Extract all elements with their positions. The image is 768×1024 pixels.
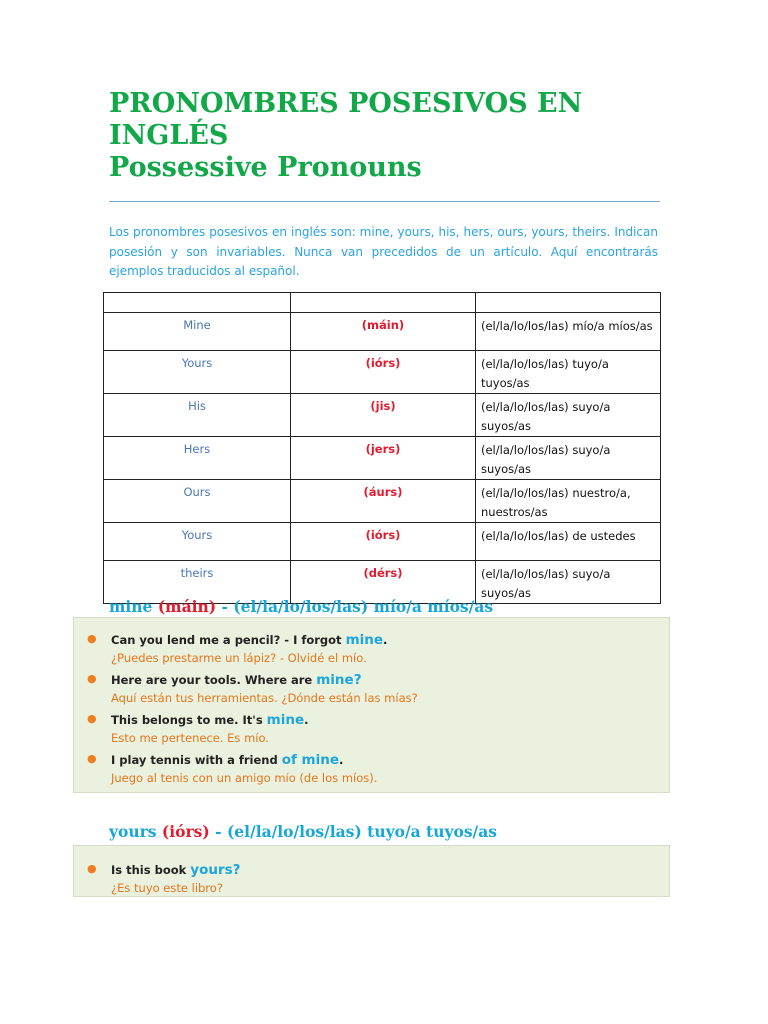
english-tail: . [304, 713, 309, 727]
table-header-cell [104, 293, 291, 313]
meaning-cell: (el/la/lo/los/las) nuestro/a, nuestros/as [476, 480, 661, 523]
pronoun-cell: theirs [104, 561, 291, 604]
english-example [111, 751, 669, 770]
english-example [111, 631, 669, 650]
spanish-translation: Esto me pertenece. Es mío. [111, 731, 269, 745]
spanish-translation: Juego al tenis con un amigo mío (de los míos). [111, 771, 378, 785]
pronunciation-cell: (máin) [291, 313, 476, 351]
section-meaning: - (el/la/lo/los/las) tuyo/a tuyos/as [215, 822, 497, 841]
section-pronunciation: (iórs) [161, 822, 210, 841]
pronoun-cell: Yours [104, 523, 291, 561]
highlight-pronoun: mine [266, 712, 305, 728]
pronunciation-cell: (dérs) [291, 561, 476, 604]
examples-box-mine [73, 617, 670, 793]
table-row [104, 437, 661, 480]
english-text: Is this book [111, 863, 191, 877]
list-item [74, 711, 669, 746]
pronoun-table [103, 292, 661, 604]
table-header-cell [476, 293, 661, 313]
spanish-translation: Aquí están tus herramientas. ¿Dónde están las mías? [111, 691, 418, 705]
table-row [104, 523, 661, 561]
english-text: Can you lend me a pencil? - I forgot [111, 633, 346, 647]
table-header-row [104, 293, 661, 313]
table-row [104, 480, 661, 523]
english-example [111, 671, 669, 690]
bullet-icon: ● [87, 752, 97, 765]
highlight-pronoun: mine? [316, 672, 362, 688]
pronoun-cell: Ours [104, 480, 291, 523]
pronunciation-cell: (áurs) [291, 480, 476, 523]
english-text: I play tennis with a friend [111, 753, 282, 767]
bullet-icon: ● [87, 632, 97, 645]
section-heading-mine [109, 597, 493, 616]
english-text: This belongs to me. It's [111, 713, 267, 727]
meaning-cell: (el/la/lo/los/las) tuyo/a tuyos/as [476, 351, 661, 394]
spanish-translation: ¿Puedes prestarme un lápiz? - Olvidé el mío. [111, 651, 367, 665]
meaning-cell: (el/la/lo/los/las) suyo/a suyos/as [476, 437, 661, 480]
bullet-icon: ● [87, 672, 97, 685]
bullet-icon: ● [87, 712, 97, 725]
highlight-pronoun: yours? [190, 862, 241, 878]
intro-paragraph: Los pronombres posesivos en inglés son: mine, yours, his, hers, ours, yours, theirs. Indican posesión y son invariables. Nunca van precedidos de un artículo. Aquí encontrarás ejemplos traducidos al español. [109, 225, 658, 278]
table-header-cell [291, 293, 476, 313]
meaning-cell: (el/la/lo/los/las) suyo/a suyos/as [476, 561, 661, 604]
title-line-1: PRONOMBRES POSESIVOS EN [109, 88, 583, 119]
page-title [109, 88, 669, 184]
section-pronunciation: (máin) [157, 597, 217, 616]
table-row [104, 351, 661, 394]
spanish-translation: ¿Es tuyo este libro? [111, 881, 223, 895]
list-item [74, 631, 669, 666]
title-line-2: INGLÉS [109, 120, 229, 151]
section-word: yours [109, 822, 157, 841]
english-example [111, 861, 669, 880]
list-item [74, 671, 669, 706]
highlight-pronoun: mine [345, 632, 384, 648]
highlight-pronoun: of mine [281, 752, 339, 768]
section-meaning: - (el/la/lo/los/las) mío/a míos/as [221, 597, 494, 616]
english-tail: . [383, 633, 388, 647]
pronoun-cell: Mine [104, 313, 291, 351]
english-text: Here are your tools. Where are [111, 673, 317, 687]
pronoun-cell: Hers [104, 437, 291, 480]
examples-list [74, 861, 669, 896]
pronoun-cell: His [104, 394, 291, 437]
meaning-cell: (el/la/lo/los/las) mío/a míos/as [476, 313, 661, 351]
examples-box-yours [73, 845, 670, 897]
table-row [104, 313, 661, 351]
meaning-cell: (el/la/lo/los/las) de ustedes [476, 523, 661, 561]
meaning-cell: (el/la/lo/los/las) suyo/a suyos/as [476, 394, 661, 437]
section-heading-yours [109, 822, 497, 841]
examples-list [74, 631, 669, 786]
pronunciation-cell: (jis) [291, 394, 476, 437]
pronoun-cell: Yours [104, 351, 291, 394]
english-example [111, 711, 669, 730]
title-divider [109, 201, 660, 202]
bullet-icon: ● [87, 862, 97, 875]
list-item [74, 751, 669, 786]
pronunciation-cell: (iórs) [291, 351, 476, 394]
pronunciation-cell: (iórs) [291, 523, 476, 561]
section-word: mine [109, 597, 153, 616]
title-line-3: Possessive Pronouns [109, 152, 422, 183]
table-row [104, 394, 661, 437]
english-tail: . [339, 753, 344, 767]
list-item [74, 861, 669, 896]
pronunciation-cell: (jers) [291, 437, 476, 480]
